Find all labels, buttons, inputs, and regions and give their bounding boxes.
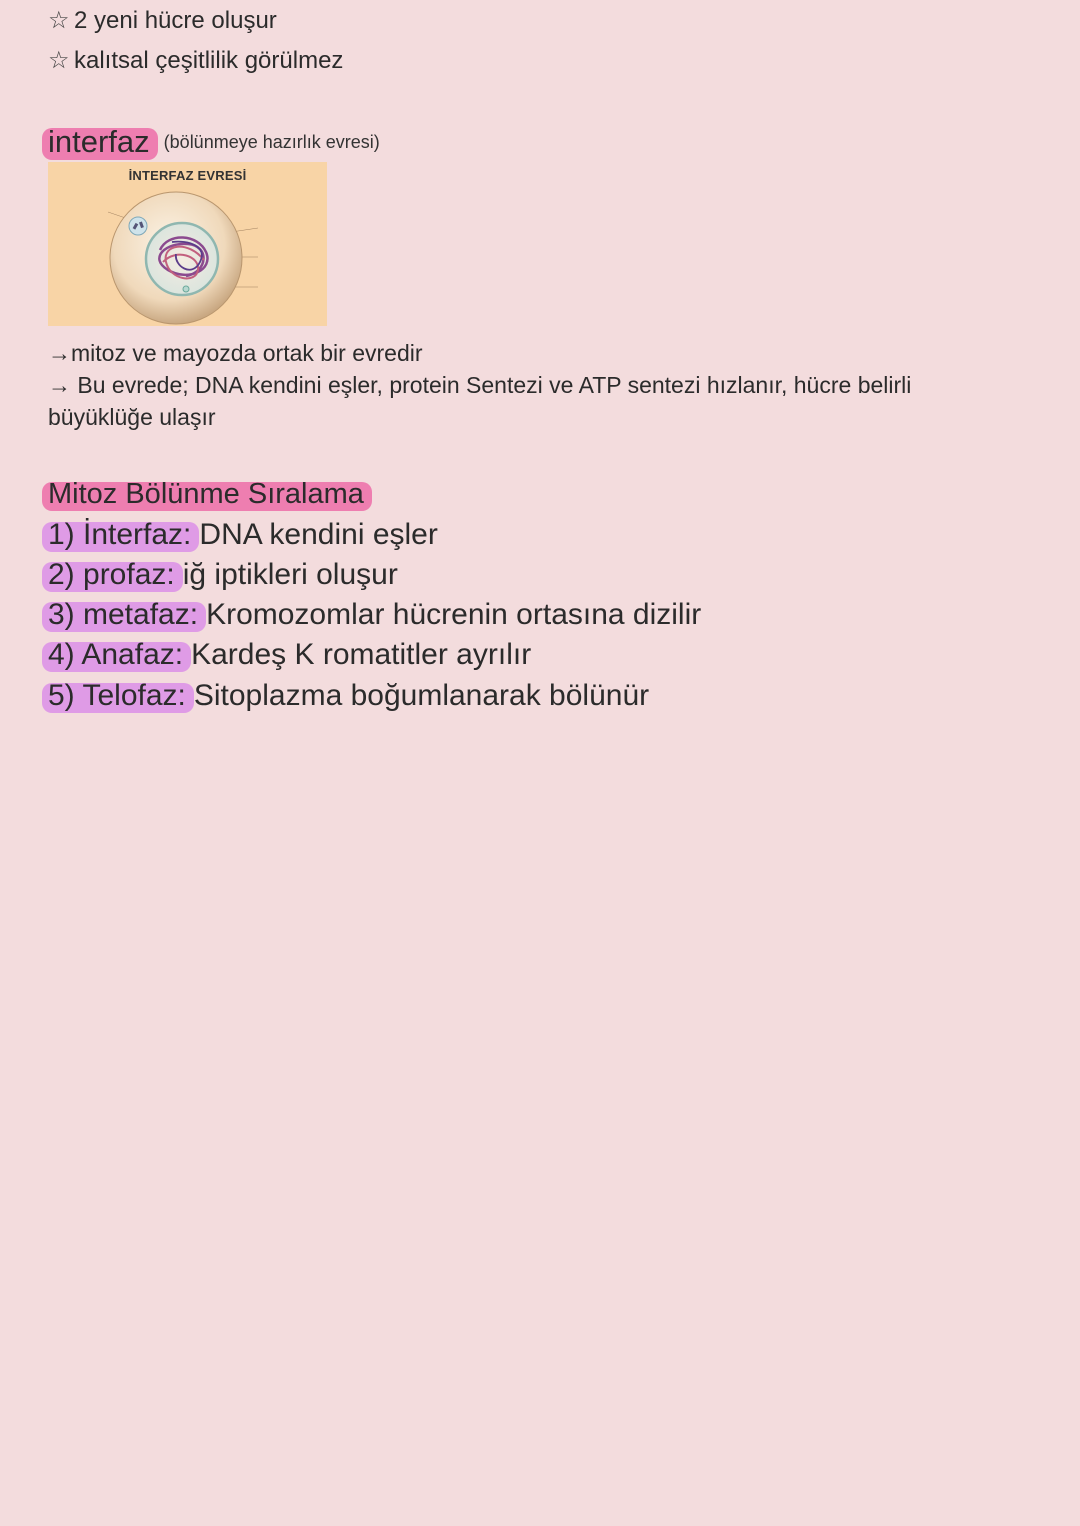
cell-illustration: [48, 162, 327, 326]
bullet-text: kalıtsal çeşitlilik görülmez: [74, 47, 344, 74]
interfaz-title: interfaz: [46, 124, 156, 160]
star-icon: ☆: [48, 7, 70, 34]
step-text: iğ iptikleri oluşur: [182, 558, 398, 591]
step-anafaz: [48, 638, 531, 672]
interfaz-subtitle: (bölünmeye hazırlık evresi): [163, 132, 380, 152]
step-label: 1) İnterfaz:: [46, 518, 197, 552]
interfaz-line-3: büyüklüğe ulaşır: [48, 404, 216, 430]
step-text: Kardeş K romatitler ayrılır: [191, 638, 532, 671]
step-text: Kromozomlar hücrenin ortasına dizilir: [206, 598, 702, 631]
interfaz-line-2: → Bu evrede; DNA kendini eşler, protein Sentezi ve ATP sentezi hızlanır, hücre belirli: [48, 372, 912, 398]
bullet-no-variation: [48, 46, 343, 75]
step-label: 3) metafaz:: [46, 598, 204, 632]
step-text: DNA kendini eşler: [199, 518, 438, 551]
bullet-new-cells: [48, 6, 277, 35]
interfaz-figure: [48, 162, 327, 326]
step-interfaz: [48, 518, 438, 552]
figure-title: İNTERFAZ EVRESİ: [128, 168, 247, 183]
bullet-text: 2 yeni hücre oluşur: [74, 7, 277, 34]
star-icon: ☆: [48, 47, 70, 74]
mitoz-title: Mitoz Bölünme Sıralama: [46, 478, 370, 511]
step-label: 4) Anafaz:: [46, 638, 189, 672]
step-label: 5) Telofaz:: [46, 679, 192, 713]
mitoz-heading: [48, 478, 370, 511]
step-label: 2) profaz:: [46, 558, 181, 592]
step-telofaz: [48, 679, 649, 713]
step-profaz: [48, 558, 398, 592]
interfaz-line-1: →mitoz ve mayozda ortak bir evredir: [48, 340, 423, 366]
interfaz-heading: [48, 124, 380, 160]
step-metafaz: [48, 598, 701, 632]
step-text: Sitoplazma boğumlanarak bölünür: [193, 679, 650, 712]
